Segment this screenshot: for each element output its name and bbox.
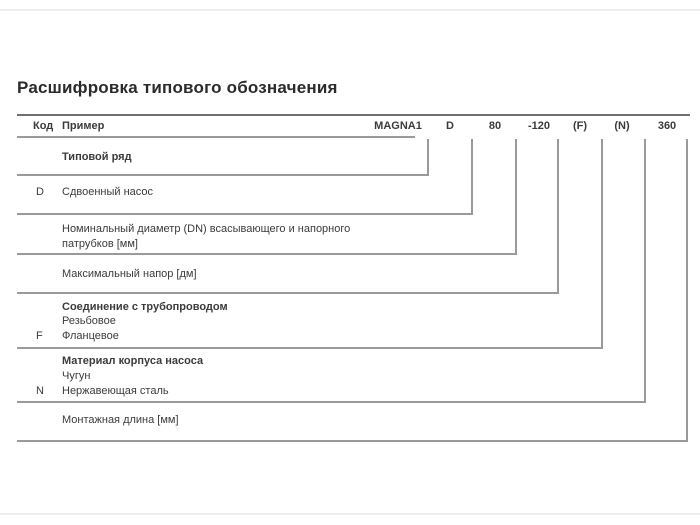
row-type-range-label: Типовой ряд: [62, 151, 132, 163]
row-separator-4: [17, 292, 558, 294]
designation-component-magna1: MAGNA1: [374, 120, 422, 132]
designation-component-n: (N): [614, 120, 630, 132]
leader-line-80: [515, 139, 517, 255]
table-top-rule: [17, 114, 690, 116]
leader-line-f: [601, 139, 603, 349]
designation-component-360: 360: [657, 120, 677, 132]
leader-line-d: [471, 139, 473, 215]
row-nominal-diameter-label-line2: патрубков [мм]: [62, 238, 138, 250]
row-separator-2: [17, 213, 472, 215]
row-separator-1: [17, 174, 428, 176]
leader-line-360: [686, 139, 688, 442]
row-separator-6: [17, 401, 645, 403]
column-header-code: Код: [33, 120, 54, 132]
header-rule: [17, 136, 415, 138]
row-pipe-connection-flanged-code: F: [36, 330, 43, 342]
page-top-edge-rule: [0, 9, 700, 11]
row-housing-material-title: Материал корпуса насоса: [62, 355, 204, 367]
row-housing-material-cast-iron: Чугун: [62, 370, 91, 382]
leader-line-n: [644, 139, 646, 403]
row-housing-material-stainless-code: N: [36, 385, 44, 397]
designation-component-80: 80: [488, 120, 502, 132]
row-separator-3: [17, 253, 516, 255]
row-mounting-length-label: Монтажная длина [мм]: [62, 414, 179, 426]
table-bottom-rule: [17, 440, 687, 442]
page-bottom-edge-rule: [0, 513, 700, 515]
row-pipe-connection-title: Соединение с трубопроводом: [62, 301, 228, 313]
column-header-example: Пример: [62, 120, 105, 132]
row-housing-material-stainless: Нержавеющая сталь: [62, 385, 169, 397]
designation-component-120: -120: [527, 120, 551, 132]
row-nominal-diameter-label-line1: Номинальный диаметр (DN) всасывающего и напорного: [62, 223, 351, 235]
row-separator-5: [17, 347, 602, 349]
leader-line-magna1: [427, 139, 429, 176]
designation-component-d: D: [446, 120, 454, 132]
designation-component-f: (F): [572, 120, 588, 132]
row-pipe-connection-threaded: Резьбовое: [62, 315, 116, 327]
row-twin-pump-label: Сдвоенный насос: [62, 186, 154, 198]
row-max-head-label: Максимальный напор [дм]: [62, 268, 197, 280]
leader-line-120: [557, 139, 559, 294]
row-pipe-connection-flanged: Фланцевое: [62, 330, 119, 342]
page-title: Расшифровка типового обозначения: [17, 78, 338, 97]
row-twin-pump-code: D: [36, 186, 44, 198]
